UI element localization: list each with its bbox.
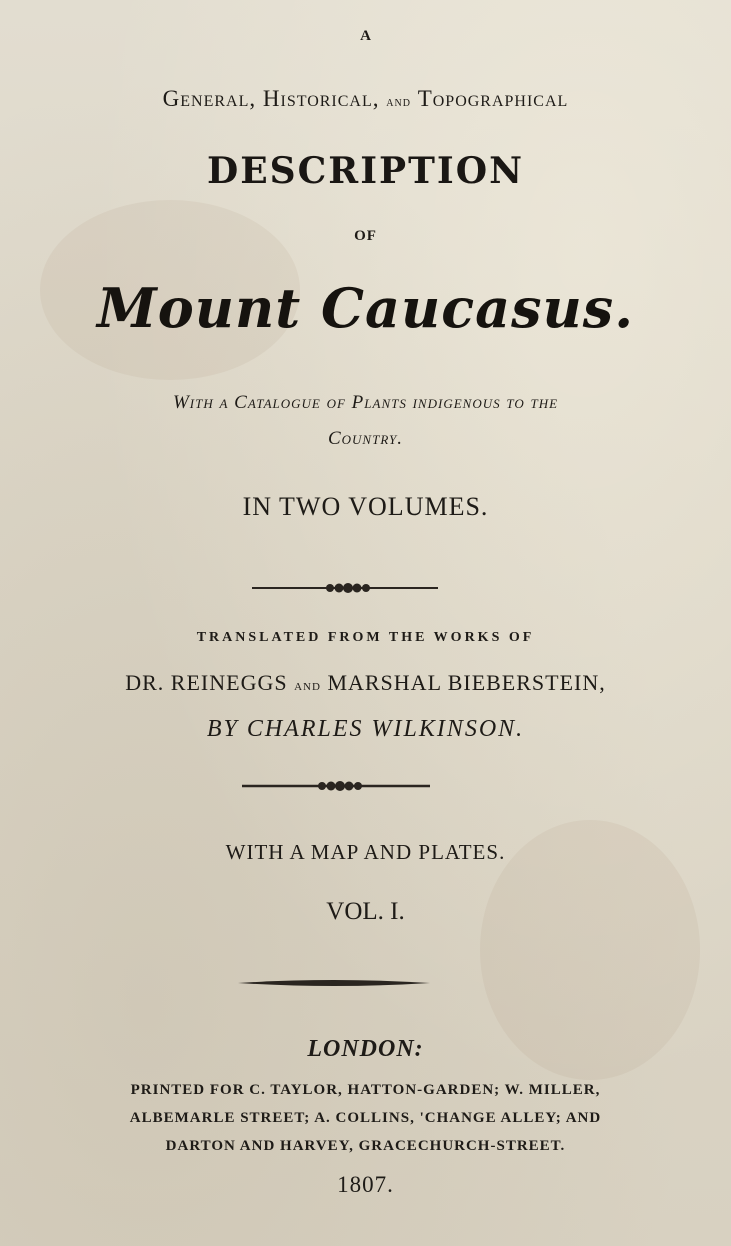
authors-and: and — [294, 678, 321, 694]
printer-line-2: ALBEMARLE STREET; A. COLLINS, 'CHANGE ALLEY; AND — [129, 1110, 602, 1126]
authors-part1: DR. REINEGGS — [125, 670, 288, 695]
volume-number: VOL. I. — [326, 898, 405, 925]
volumes-line: IN TWO VOLUMES. — [242, 492, 489, 521]
map-plates-line: WITH A MAP AND PLATES. — [225, 840, 506, 864]
of-word: OF — [354, 228, 377, 244]
authors-line — [0, 670, 731, 696]
subtitle-part1: General, Historical, — [162, 86, 380, 111]
main-title: Mount Caucasus. — [96, 276, 635, 340]
printer-line-3: DARTON AND HARVEY, GRACECHURCH-STREET. — [165, 1138, 566, 1154]
year-line: 1807. — [337, 1172, 394, 1197]
subtitle-and: and — [386, 95, 411, 110]
subtitle-line — [0, 86, 731, 112]
ornamental-rule-2 — [242, 776, 430, 796]
divider-rule — [238, 976, 430, 990]
subtitle-part2: Topographical — [417, 86, 569, 111]
translated-from: TRANSLATED FROM THE WORKS OF — [196, 630, 535, 645]
catalogue-text-1: With a Catalogue of Plants indigenous to the — [172, 392, 559, 413]
translator-line: BY CHARLES WILKINSON. — [206, 716, 525, 742]
article-a: A — [360, 28, 371, 44]
authors-part2: MARSHAL BIEBERSTEIN, — [327, 670, 606, 695]
catalogue-line-2 — [0, 428, 731, 450]
city-line: LONDON: — [307, 1036, 424, 1062]
catalogue-text-2: Country. — [327, 428, 404, 449]
catalogue-line-1 — [0, 392, 731, 414]
description-heading: DESCRIPTION — [206, 150, 525, 192]
printer-line-1: PRINTED FOR C. TAYLOR, HATTON-GARDEN; W. MILLER, — [130, 1082, 601, 1098]
ornamental-rule-1 — [252, 578, 438, 598]
